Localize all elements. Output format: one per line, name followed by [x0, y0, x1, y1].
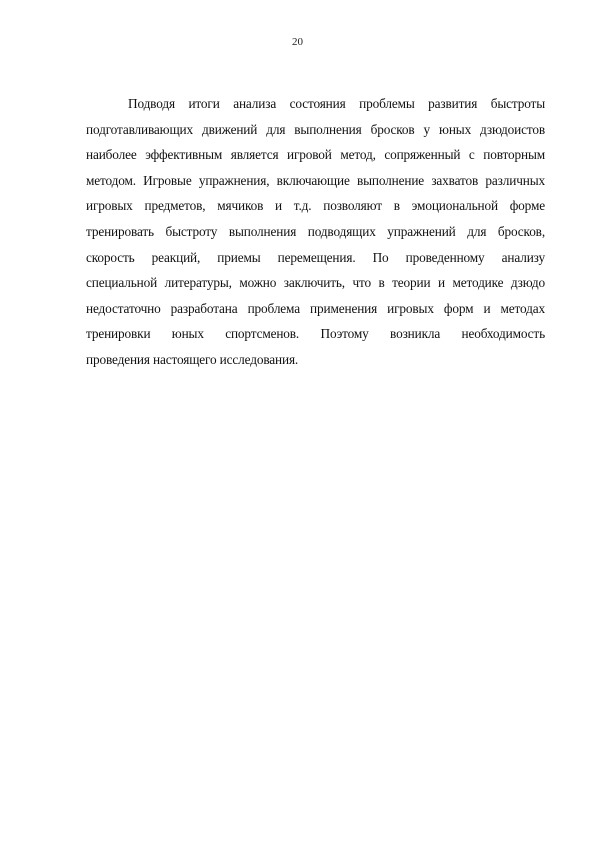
paragraph-line: специальной литературы, можно заключить, что в теории и методике дзюдо: [86, 275, 545, 291]
paragraph-line: методом. Игровые упражнения, включающие выполнение захватов различных: [86, 172, 545, 188]
paragraph-line: Подводя итоги анализа состояния проблемы развития быстроты: [128, 96, 545, 111]
paragraph-line: игровых предметов, мячиков и т.д. позволяют в эмоциональной форме: [86, 198, 545, 214]
page-number: 20: [292, 36, 303, 48]
paragraph-line: недостаточно разработана проблема применения игровых форм и методах: [86, 300, 545, 316]
paragraph-line: тренировать быстроту выполнения подводящих упражнений для бросков,: [86, 223, 545, 239]
paragraph-line: скорость реакций, приемы перемещения. По проведенному анализу: [86, 249, 545, 265]
body-paragraph: [86, 91, 545, 373]
paragraph-line: проведения настоящего исследования.: [86, 351, 299, 367]
paragraph-line: подготавливающих движений для выполнения бросков у юных дзюдоистов: [86, 121, 545, 137]
paragraph-line: наиболее эффективным является игровой метод, сопряженный с повторным: [86, 147, 545, 163]
paragraph-line: тренировки юных спортсменов. Поэтому возникла необходимость: [86, 326, 545, 342]
